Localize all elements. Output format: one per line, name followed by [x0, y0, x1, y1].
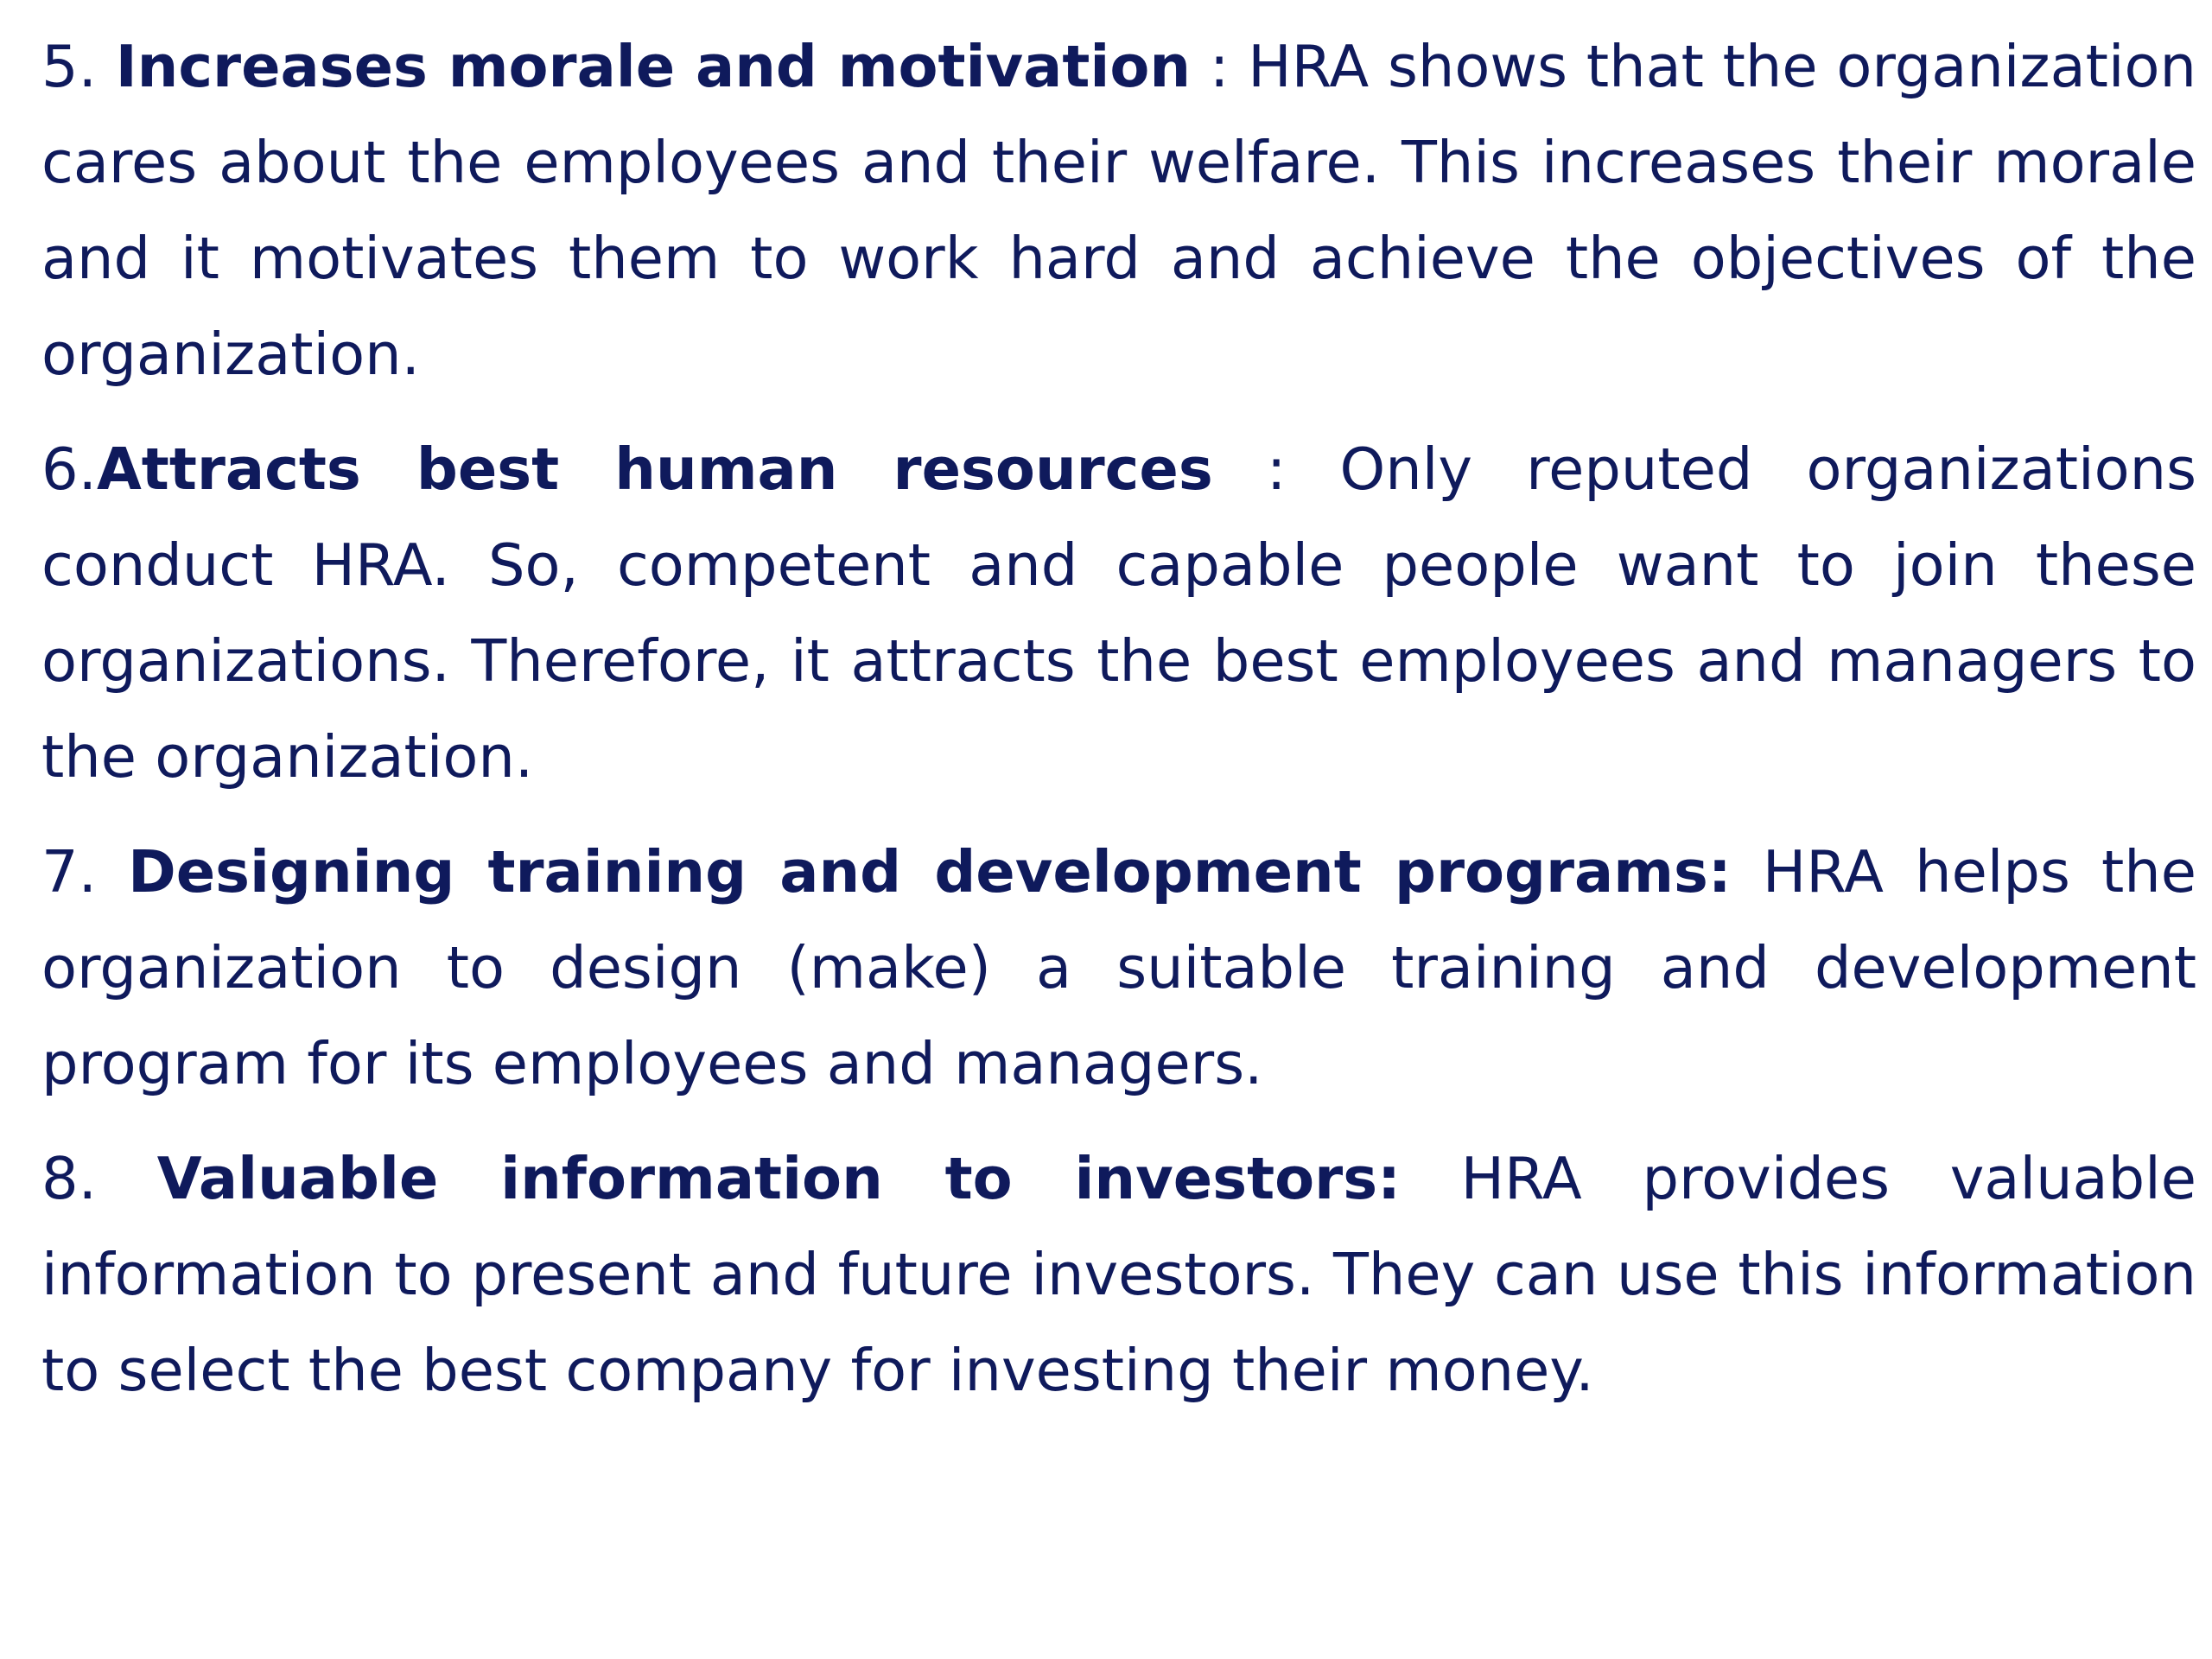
point-separator — [1401, 1145, 1461, 1212]
point-separator: : — [1212, 435, 1340, 503]
point-term: Designing training and development programs: — [128, 838, 1732, 906]
point-term: Valuable information to investors: — [156, 1145, 1401, 1212]
point-number: 7. — [41, 838, 129, 906]
point-valuable-information — [41, 1131, 2196, 1419]
point-body: Only reputed organizations conduct HRA. So, competent and capable people want to join these organizations. Therefore, it attracts the best employees and managers to the organization. — [41, 435, 2197, 791]
slide-content — [41, 19, 2196, 1438]
point-body: HRA helps the organization to design (make) a suitable training and development program for its employees and managers. — [41, 838, 2196, 1097]
point-body: HRA provides valuable information to present and future investors. They can use this information to select the best company for investing their money. — [41, 1145, 2196, 1404]
point-number: 8. — [41, 1145, 157, 1212]
point-increases-morale — [41, 19, 2196, 403]
point-number: 5. — [41, 33, 116, 100]
point-body: HRA shows that the organization cares about the employees and their welfare. This increases their morale and it motivates them to work hard and achieve the objectives of the organization. — [41, 33, 2196, 388]
point-number: 6. — [41, 435, 97, 503]
point-attracts-best-human-resources — [41, 422, 2196, 805]
point-designing-training — [41, 824, 2196, 1112]
point-term: Attracts best human resources — [96, 435, 1213, 503]
point-separator: : — [1191, 33, 1249, 100]
point-separator — [1732, 838, 1763, 906]
point-term: Increases morale and motivation — [115, 33, 1192, 100]
